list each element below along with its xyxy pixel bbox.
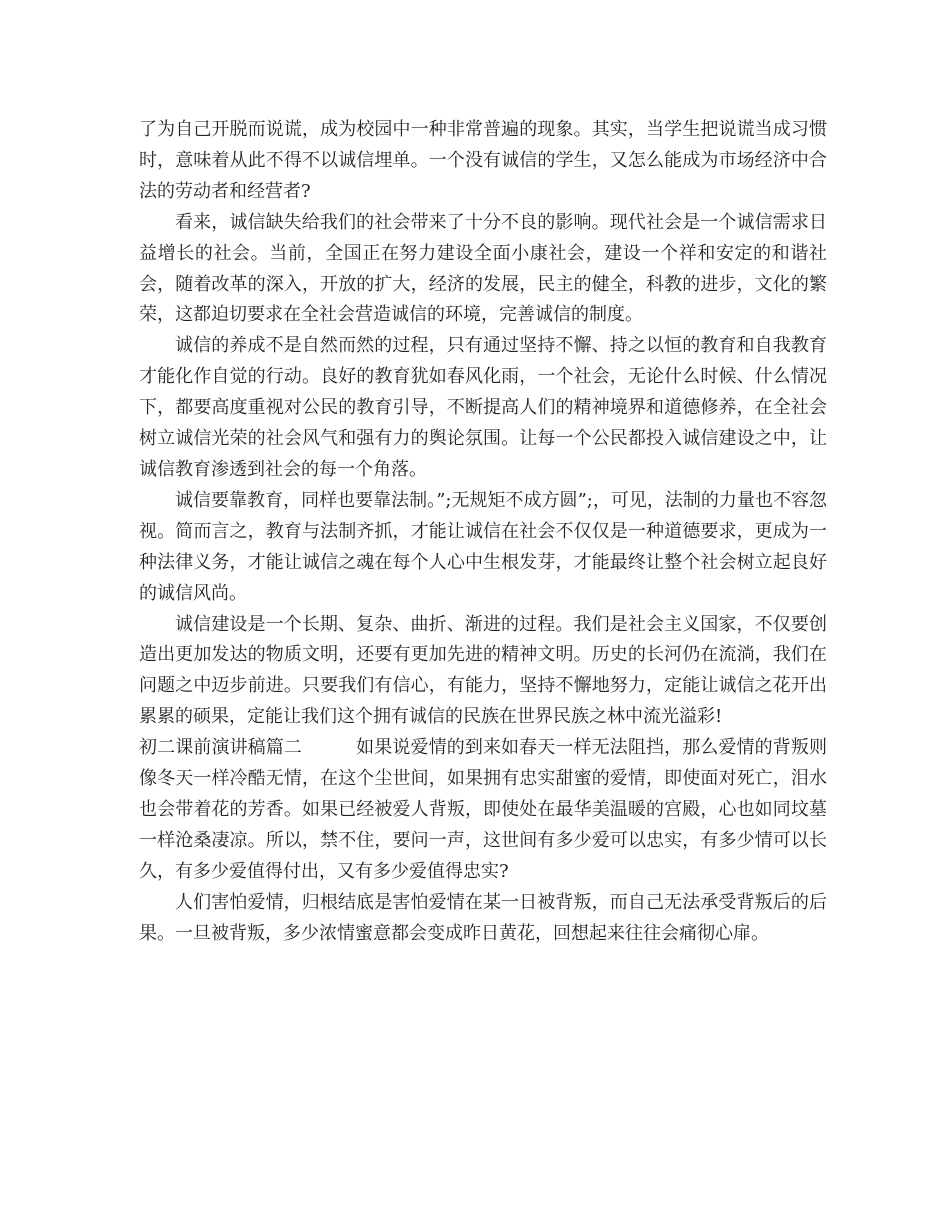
section-paragraph [139,733,827,888]
document-body [139,115,827,949]
paragraph-1: 了为自己开脱而说谎，成为校园中一种非常普遍的现象。其实，当学生把说谎当成习惯时，意味着从此不得不以诚信埋单。一个没有诚信的学生，又怎么能成为市场经济中合法的劳动者和经营者? [139,119,827,202]
paragraph-4: 诚信要靠教育，同样也要靠法制。”;无规矩不成方圆”;，可见，法制的力量也不容忽视。简而言之，教育与法制齐抓，才能让诚信在社会不仅仅是一种道德要求，更成为一种法律义务，才能让诚信之魂在每个人心中生根发芽，才能最终让整个社会树立起良好的诚信风尚。 [139,489,827,604]
section-heading: 初二课前演讲稿篇二 [139,737,303,759]
paragraph-3: 诚信的养成不是自然而然的过程，只有通过坚持不懈、持之以恒的教育和自我教育才能化作自觉的行动。良好的教育犹如春风化雨，一个社会，无论什么时候、什么情况下，都要高度重视对公民的教育引导，不断提高人们的精神境界和道德修养，在全社会树立诚信光荣的社会风气和强有力的舆论氛围。让每一个公民都投入诚信建设之中，让诚信教育渗透到社会的每一个角落。 [139,335,827,480]
paragraph-last: 人们害怕爱情，归根结底是害怕爱情在某一日被背叛，而自己无法承受背叛后的后果。一旦被背叛，多少浓情蜜意都会变成昨日黄花，回想起来往往会痛彻心扉。 [139,891,827,944]
paragraph-2: 看来，诚信缺失给我们的社会带来了十分不良的影响。现代社会是一个诚信需求日益增长的社会。当前，全国正在努力建设全面小康社会，建设一个祥和安定的和谐社会，随着改革的深入，开放的扩大，经济的发展，民主的健全，科教的进步，文化的繁荣，这都迫切要求在全社会营造诚信的环境，完善诚信的制度。 [139,211,827,326]
section-first-paragraph: 如果说爱情的到来如春天一样无法阻挡，那么爱情的背叛则像冬天一样冷酷无情，在这个尘世间，如果拥有忠实甜蜜的爱情，即使面对死亡，泪水也会带着花的芳香。如果已经被爱人背叛，即使处在最华美温暖的宫殿，心也如同坟墓一样沧桑凄凉。所以，禁不住，要问一声，这世间有多少爱可以忠实，有多少情可以长久，有多少爱值得付出，又有多少爱值得忠实? [139,737,827,882]
paragraph-5: 诚信建设是一个长期、复杂、曲折、渐进的过程。我们是社会主义国家，不仅要创造出更加发达的物质文明，还要有更加先进的精神文明。历史的长河仍在流淌，我们在问题之中迈步前进。只要我们有信心，有能力，坚持不懈地努力，定能让诚信之花开出累累的硕果，定能让我们这个拥有诚信的民族在世界民族之林中流光溢彩! [139,613,827,728]
